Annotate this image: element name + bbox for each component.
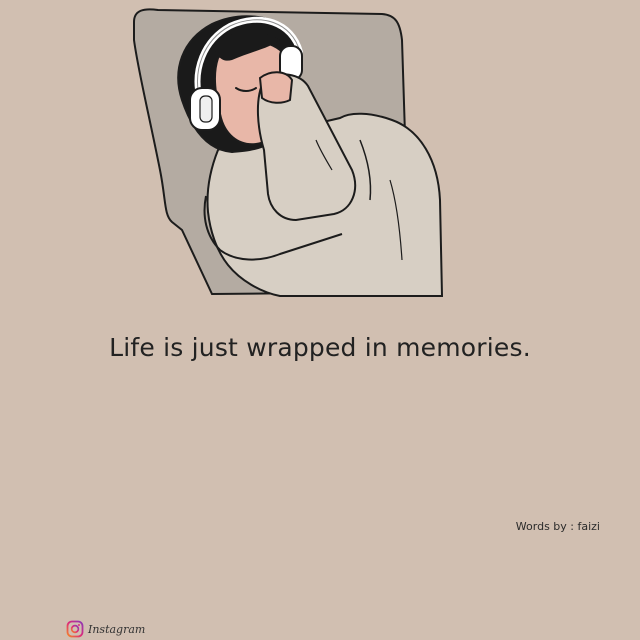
quote-text: Life is just wrapped in memories. bbox=[109, 333, 531, 362]
author-credit: Words by : faizi bbox=[515, 520, 600, 533]
hand bbox=[260, 72, 292, 103]
girl-with-headphones-illustration bbox=[120, 0, 450, 300]
instagram-label: Instagram bbox=[88, 622, 146, 636]
headphone-left-cup bbox=[190, 88, 220, 130]
instagram-badge[interactable] bbox=[66, 618, 145, 640]
instagram-icon bbox=[66, 620, 84, 638]
